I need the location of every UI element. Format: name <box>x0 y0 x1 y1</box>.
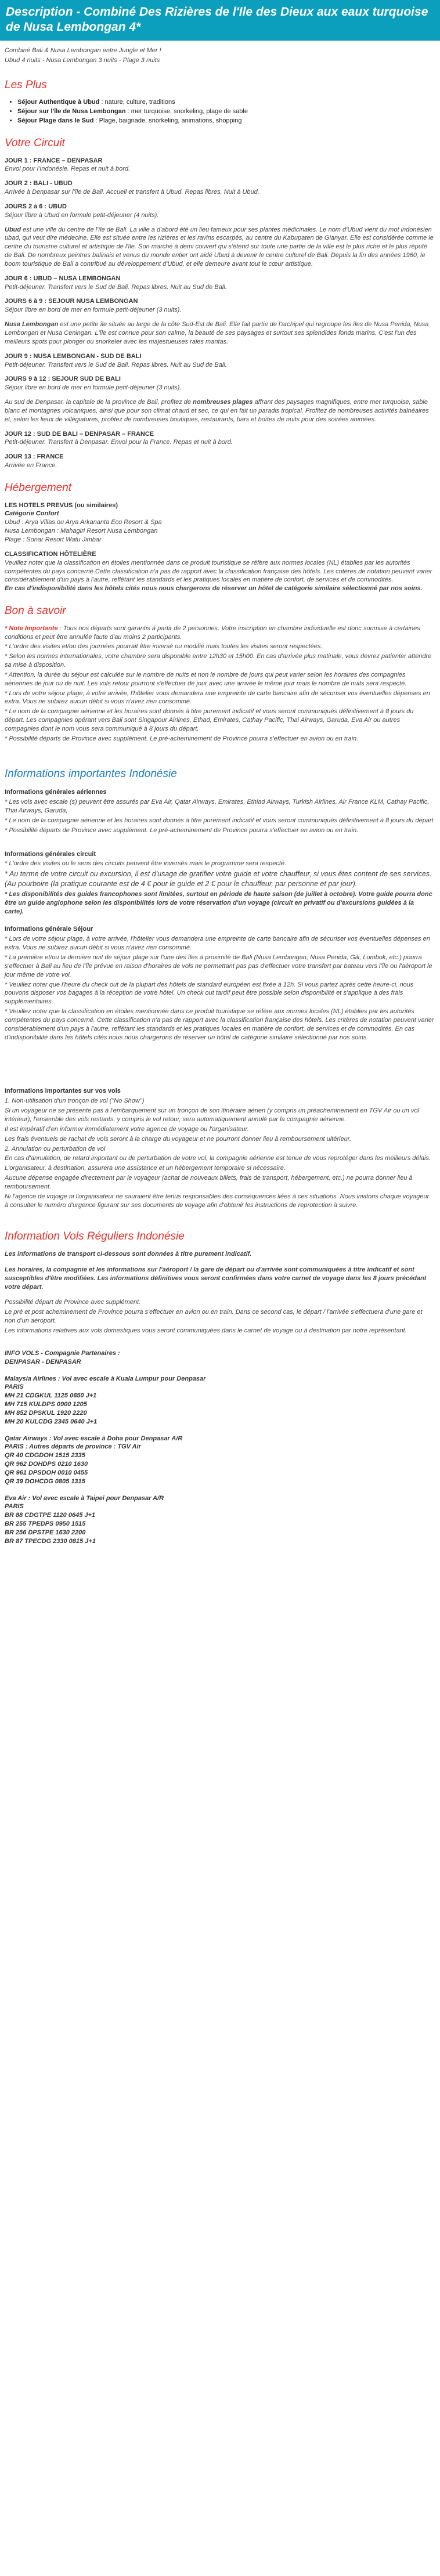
info-line: * Possibilité départs de Province avec supplément. Le pré-acheminement de Province pourra s'effectuer en avion ou en train. <box>5 826 359 834</box>
ubud-description <box>5 226 434 269</box>
vols-bold-line: Les horaires, la compagnie et les informations sur l'aéroport / la gare de départ ou d'arrivée sont communiquées à titre indicatif et sont susceptibles d'être modifiées. Les informations définitives vous seront confirmées dans votre carnet de voyage dans les 8 jours précédant votre départ. <box>5 1266 427 1291</box>
day-description: Séjour libre à Ubud en formule petit-déjeuner (4 nuits). <box>5 211 159 219</box>
route-label: DENPASAR - DENPASAR <box>5 1358 81 1365</box>
itinerary-day <box>5 157 434 174</box>
flight-group-head: Qatar Airways : Vol avec escale à Doha pour Denpasar A/R <box>5 1435 183 1442</box>
highlight-text: : nature, culture, traditions <box>99 99 175 106</box>
itinerary-day <box>5 179 434 197</box>
section-heading-plus: Les Plus <box>5 78 47 91</box>
flight-line: QR 961 DPSDOH 0010 0455 <box>5 1469 88 1476</box>
flight-line: BR 88 CDGTPE 1120 0645 J+1 <box>5 1512 96 1519</box>
note-line: * L'ordre des visites et/ou des journées pourrait être inversé ou modifié mais toutes les visites seront respectées. <box>5 643 323 651</box>
flight-line: QR 962 DOHDPS 0210 1630 <box>5 1461 88 1468</box>
flight-group-qatar <box>5 1435 434 1486</box>
day-title: JOUR 13 : FRANCE <box>5 453 64 461</box>
info-line: * L'ordre des visites ou le sens des circuits peuvent être inversés mais le programme sera respecté. <box>5 860 287 868</box>
vols-line: 1. Non-utilisation d'un tronçon de vol ("No Show") <box>5 1097 145 1105</box>
day-description: Petit-déjeuner. Transfert vers le Sud de Bali. Repas libres. Nuit au Sud de Bali. <box>5 283 227 291</box>
flight-group-eva <box>5 1494 434 1546</box>
highlight-text: : Plage, baignade, snorkeling, animations, shopping <box>93 117 242 125</box>
day-description: Arrivée à Denpasar sur l'île de Bali. Accueil et transfert à Ubud. Repas libres. Nuit à Ubud. <box>5 189 259 196</box>
note-line: * Le nom de la compagnie aérienne et les horaires sont donnés à titre purement indicatif et vous seront communiqués définitivement à 8 jours du départ. Les compagnies opérant vers Bali sont Singapour Airlines, Ethad, Emirates, Cathay Pacific, Thai Airways, Garuda, Eva Air ou autres compagnies dont le nom vous sera communiqué à 8 jours du départ. <box>5 708 414 732</box>
day-title: JOUR 1 : FRANCE – DENPASAR <box>5 157 103 164</box>
day-title: JOUR 12 : SUD DE BALI – DENPASAR – FRANCE <box>5 430 154 438</box>
sud-text-a: Au sud de Denpasar, la capitale de la province de Bali, profitez de <box>5 399 193 406</box>
vols-bold-line: Les informations de transport ci-dessous sont données à titre purement indicatif. <box>5 1251 252 1258</box>
day-title: JOURS 2 à 6 : UBUD <box>5 203 67 210</box>
hotel-line: Plage : Sonar Resort Watu Jimbar <box>5 536 102 543</box>
day-title: JOUR 2 : BALI - UBUD <box>5 180 73 187</box>
section-heading-vols-reguliers: Information Vols Réguliers Indonésie <box>5 1230 185 1243</box>
highlights-list <box>5 98 434 125</box>
nusa-description <box>5 320 434 346</box>
highlight-item <box>17 107 434 116</box>
classification-text: Veuillez noter que la classification en étoiles mentionnée dans ce produit touristique se réfère aux normes locales (NL) établies par les autorités compétentes du pays concerné.Cette classification n'a pas de rapport avec la classification française des hôtels. Les critères de notation peuvent varier considérablement d'un pays à l'autre, reflétant les standards et les pratiques locales en matière de confort, de services et de commodités. <box>5 559 432 584</box>
ubud-strong: Ubud <box>5 226 21 233</box>
vols-line: 2. Annulation ou perturbation de vol <box>5 1145 106 1152</box>
flight-line: BR 256 DPSTPE 1630 2200 <box>5 1529 86 1536</box>
note-text: : Tous nos départs sont garantis à partir de 2 personnes. Votre inscription en chambre individuelle est donc soumise à certaines conditions et peut être annulée faute d'au moins 2 participants. <box>5 624 420 641</box>
hotels-block <box>5 501 434 544</box>
note-line: * Selon les normes internationales, votre chambre sera disponible entre 12h30 et 15h00. En cas d'arrivée plus matinale, vous devrez patienter attendre sa mise à disposition. <box>5 653 432 669</box>
day-description: Séjour libre en bord de mer en formule petit-déjeuner (3 nuits). <box>5 306 182 314</box>
section-heading-infos-indonesie: Informations importantes Indonésie <box>5 767 177 780</box>
day-title: JOUR 6 : UBUD – NUSA LEMBONGAN <box>5 274 121 282</box>
ubud-text: est une ville du centre de l'île de Bali. La ville a d'abord été un lieu fameux pour ses plantes médicinales. Le nom d'Ubud vient du mot indonésien ubad, qui veut dire médecine. Elle est située entre les rizières et les ravins escarpés, au centre du Kabupaten de Gianyar. Elle est considérée comme le centre du tourisme culturel et artistique de l'île. Son marché à demi couvert qui s'étend sur toute une partie de la ville est le plus riche et le plus réputé de Bali. De nombreux peintres balinais et venus du monde entier ont aidé Ubud à devenir le centre culturel de Bali. Depuis la fin des années 1960, le boom touristique de Bali a contribué au développement d'Ubud, et elle demeure avant tout le cœur artistique. <box>5 226 434 268</box>
flight-line: MH 852 DPSKUL 1920 2220 <box>5 1409 87 1417</box>
general-sejour-block <box>5 925 434 1042</box>
note-line: * Attention, la durée du séjour est calculée sur le nombre de nuits et non le nombre de jours qui peut varier selon les horaires des compagnies aériennes de jour ou de nuit. Les vols retour pourront s'effectuer de jour avec une arrivée le même jour mais le nombre de nuits sera respecté. <box>5 671 407 687</box>
general-sejour-label: Informations générale Séjour <box>5 926 93 933</box>
day-description: Envol pour l'Indonésie. Repas et nuit à bord. <box>5 165 131 173</box>
highlight-text: : mer turquoise, snorkeling, plage de sable <box>125 108 248 115</box>
classification-block <box>5 550 434 593</box>
vols-italic-line: Les informations relatives aux vols domestiques vous seront communiquées dans le carnet de voyage ou à destination par notre représentant. <box>5 1327 407 1334</box>
main-content <box>0 46 440 1546</box>
info-line: * Veuillez noter que l'heure du check out de la plupart des hôtels de standard européen est fixée à 12h. Si vous partez après cette heure-ci, nous pouvons disposer vos bagages à la réception de votre hôtel. Un check out tardif peut être possible selon disponibilité et s'applique à des frais supplémentaires. <box>5 981 414 1006</box>
vols-line: L'organisateur, à destination, assurera une assistance et un hébergement temporaire si nécessaire. <box>5 1165 286 1172</box>
nusa-strong: Nusa Lembongan <box>5 321 59 328</box>
vols-line: Il est impératif d'en informer immédiatement votre agence de voyage ou l'organisateur. <box>5 1125 249 1133</box>
vols-line: Ni l'agence de voyage ni l'organisateur ne sauraient être tenus responsables des conséquences liées à ces situations. Nous invitons chaque voyageur à consulter le numéro d'urgence figurant sur ses documents de voyage afin d'obtenir les instructions de reprotection à suivre. <box>5 1193 430 1209</box>
itinerary-day <box>5 203 434 220</box>
hotel-line: Nusa Lembongan : Mahagiri Resort Nusa Lembongan <box>5 528 158 535</box>
flight-line: PARIS <box>5 1503 24 1511</box>
partners-block <box>5 1349 434 1367</box>
note-line: * Lors de votre séjour plage, à votre arrivée, l'hôtelier vous demandera une empreinte de carte bancaire afin de sécuriser vos éventuelles dépenses en extra. Vous ne subirez aucun débit si vous n'avez rien consommé. <box>5 689 430 706</box>
itinerary-day <box>5 375 434 392</box>
page-title: Description - Combiné Des Rizières de l'Ile des Dieux aux eaux turquoise de Nusa Lembongan 4* <box>0 0 440 41</box>
section-heading-circuit: Votre Circuit <box>5 136 65 149</box>
day-description: Petit-déjeuner. Transfert à Denpasar. Envol pour la France. Repas et nuit à bord. <box>5 439 233 446</box>
hotel-line: Ubud : Arya Villas ou Arya Arkananta Eco Resort & Spa <box>5 519 162 526</box>
section-heading-hebergement: Hébergement <box>5 481 72 494</box>
vols-block <box>5 1087 434 1209</box>
sud-description <box>5 398 434 424</box>
flight-line: MH 715 KULDPS 0900 1205 <box>5 1401 87 1408</box>
section-heading-bon-a-savoir: Bon à savoir <box>5 605 66 617</box>
day-description: Séjour libre en bord de mer en formule petit-déjeuner (3 nuits). <box>5 384 182 392</box>
vols-line: Si un voyageur ne se présente pas à l'embarquement sur un tronçon de son itinéraire aérien (y compris un préacheminement en TGV Air ou un vol intérieur), l'ensemble des vols restants, y compris le vol retour, sera automatiquement annulé par la compagnie aérienne. <box>5 1107 420 1123</box>
highlight-strong: Séjour sur l'île de Nusa Lembongan <box>17 108 126 115</box>
partners-label: INFO VOLS - Compagnie Partenaires : <box>5 1349 120 1357</box>
classification-bold: En cas d'indisponibilité dans les hôtels cités nous nous chargerons de réserver un hôtel de catégorie similaire sélectionné par nos soins. <box>5 585 423 592</box>
day-description: Arrivée en France. <box>5 462 57 469</box>
summary-line: Combiné Bali & Nusa Lembongan entre Jungle et Mer ! <box>5 47 161 54</box>
category-label: Catégorie Confort <box>5 510 59 518</box>
info-line: * Les vols avec escale (s) peuvent être assurés par Eva Air, Qatar Airways, Emirates, Ethiad Airways, Turkish Airlines, Air France KLM, Cathay Pacific, Thai Airways, Garuda, <box>5 799 430 814</box>
flight-line: MH 21 CDGKUL 1125 0650 J+1 <box>5 1392 97 1400</box>
note-line <box>5 624 434 642</box>
hotels-label: LES HOTELS PREVUS (ou similaires) <box>5 501 118 509</box>
note-line: * Possibilité départs de Province avec supplément. Le pré-acheminement de Province pourra s'effectuer en avion ou en train. <box>5 735 359 742</box>
info-line: * Veuillez noter que la classification en étoiles mentionnée dans ce produit touristique se réfère aux normes locales (NL) établies par les autorités compétentes du pays concerné. Cette classification n'a pas de rapport avec la classification française des hôtels. Les critères de notation peuvent varier considérablement d'un pays à l'autre, reflétant les standards et les pratiques locales en matière de confort, de services et de commodités. En cas d'indisponibilité dans les hôtels cités nous nous chargerons de réserver un hôtel de catégorie similaire sélectionné par nos soins. <box>5 1008 434 1041</box>
sud-strong: nombreuses plages <box>193 399 253 406</box>
vols-line: En cas d'annulation, de retard important ou de perturbation de votre vol, la compagnie aérienne est tenue de vous reprotéger dans les meilleurs délais. <box>5 1155 431 1162</box>
itinerary-day <box>5 453 434 470</box>
spacer <box>5 1043 434 1078</box>
flight-line: MH 20 KULCDG 2345 0640 J+1 <box>5 1418 98 1425</box>
sud-text-b: affrant des paysages magnifiques, entre mer turquoise, sable blanc et montagnes volcaniques, ainsi que pour son climat chaud et sec, ce qui en fait un paradis tropical. Profitez de nombreuses activités balnéaires et, selon les lieux de villégiatures, profitez de nombreuses boutiques, restaurants, bars et boîtes de nuits pour des soirées animées. <box>5 399 429 423</box>
flight-line: BR 87 TPECDG 2330 0815 J+1 <box>5 1537 96 1545</box>
flight-line: BR 255 TPEDPS 0950 1515 <box>5 1520 86 1528</box>
bon-a-savoir-list <box>5 624 434 743</box>
vols-italic-line: Possibilité départ de Province avec supplément. <box>5 1299 141 1306</box>
itinerary-day <box>5 297 434 315</box>
flight-group-head: Malaysia Airlines : Vol avec escale à Kuala Lumpur pour Denpasar <box>5 1375 206 1382</box>
highlight-item <box>17 98 434 107</box>
nusa-text: est une petite île située au large de la côte Sud-Est de Bali. Elle fait partie de l'archipel qui regroupe les îles de Nusa Penida, Nusa Lembongan et Nusa Ceningan. L'île est connue pour son calme, la beauté de ses paysages et surtout ses splendides fonds marins. C'est l'un des meilleurs spots pour plonger ou snorkeler avec les majestueuses raies mantas. <box>5 321 429 345</box>
info-line: * La première et/ou la dernière nuit de séjour plage sur l'une des îles à proximité de Bali (Nusa Lembongan, Nusa Penida, Gili, Lombok, etc.) pourra s'effectuer à Bali au lieu de l'île prévue en raison d'horaires de vols ne permettant pas pas d'effectuer votre transfert par bateau vers l'île ou l'aéroport le jour même de votre vol. <box>5 954 432 978</box>
guide-line: * Les disponibilités des guides francophones sont limitées, surtout en période de haute saison (de juillet à octobre). Votre guide pourra donc être un guide anglophone selon les disponibilités lors de votre réservation d'un voyage (circuit en privatif ou d'excursions guidées à la carte). <box>5 890 432 915</box>
highlight-strong: Séjour Plage dans le Sud <box>17 117 94 125</box>
classification-label: CLASSIFICATION HÔTELIÈRE <box>5 550 96 558</box>
vols-italic-line: Le pré et post acheminement de Province pourra s'effectuer en avion ou en train. Dans ce second cas, le départ / l'arrivée s'effectuera d'une gare et non d'un aéroport. <box>5 1309 423 1325</box>
flight-line: PARIS : Autres départs de province : TGV Air <box>5 1443 141 1451</box>
general-circuit-label: Informations générales circuit <box>5 850 96 858</box>
flight-line: QR 40 CDGDOH 1515 2335 <box>5 1452 85 1459</box>
general-circuit-block <box>5 850 434 916</box>
general-air-block <box>5 788 434 834</box>
general-air-label: Informations générales aériennes <box>5 789 107 796</box>
info-line: * Le nom de la compagnie aérienne et les horaires sont donnés à titre purement indicatif et vous seront communiqués définitivement à 8 jours du départ <box>5 816 434 824</box>
vols-line: Aucune dépense engagée directement par le voyageur (achat de nouveaux billets, frais de transport, hébergement, etc.) ne pourra donner lieu à remboursement. <box>5 1175 413 1190</box>
info-line: * Lors de votre séjour plage, à votre arrivée, l'hôtelier vous demandera une empreinte de carte bancaire afin de sécuriser vos éventuelles dépenses en extra. Vous ne subirez aucun débit si vous n'avez rien consommé. <box>5 935 430 952</box>
day-title: JOURS 6 à 9 : SEJOUR NUSA LEMBONGAN <box>5 298 138 305</box>
summary-line: Ubud 4 nuits - Nusa Lembongan 3 nuits - Plage 3 nuits <box>5 56 160 64</box>
flight-line: PARIS <box>5 1383 24 1391</box>
flight-line: QR 39 DOHCDG 0805 1315 <box>5 1477 85 1485</box>
day-description: Petit-déjeuner. Transfert vers le Sud de Bali. Repas libres. Nuit au Sud de Bali. <box>5 361 227 368</box>
flight-group-head: Eva Air : Vol avec escale à Taipei pour Denpasar A/R <box>5 1494 164 1502</box>
itinerary-day <box>5 430 434 447</box>
itinerary-day <box>5 352 434 370</box>
day-title: JOUR 9 : NUSA LEMBONGAN - SUD DE BALI <box>5 352 142 360</box>
vols-reguliers-notes <box>5 1250 434 1335</box>
flight-group-malaysia <box>5 1375 434 1426</box>
day-title: JOURS 9 à 12 : SEJOUR SUD DE BALI <box>5 375 121 383</box>
vols-label: Informations importantes sur vos vols <box>5 1088 121 1095</box>
tip-line: * Au terme de votre circuit ou excursion, il est d'usage de gratifier votre guide et votre chauffeur, si vous êtes content de ses services. (Au pourboire (la pratique courante est de 4 € pour le guide et 2 € pour le chauffeur, par personne et par jour). <box>5 870 432 888</box>
trip-summary <box>5 46 434 65</box>
note-important-label: * Note Importante <box>5 624 58 632</box>
highlight-item <box>17 117 434 125</box>
itinerary-day <box>5 274 434 292</box>
highlight-strong: Séjour Authentique à Ubud <box>17 99 100 106</box>
vols-line: Les frais éventuels de rachat de vols seront à la charge du voyageur et ne pourront donner lieu à remboursement ultérieur. <box>5 1135 351 1143</box>
